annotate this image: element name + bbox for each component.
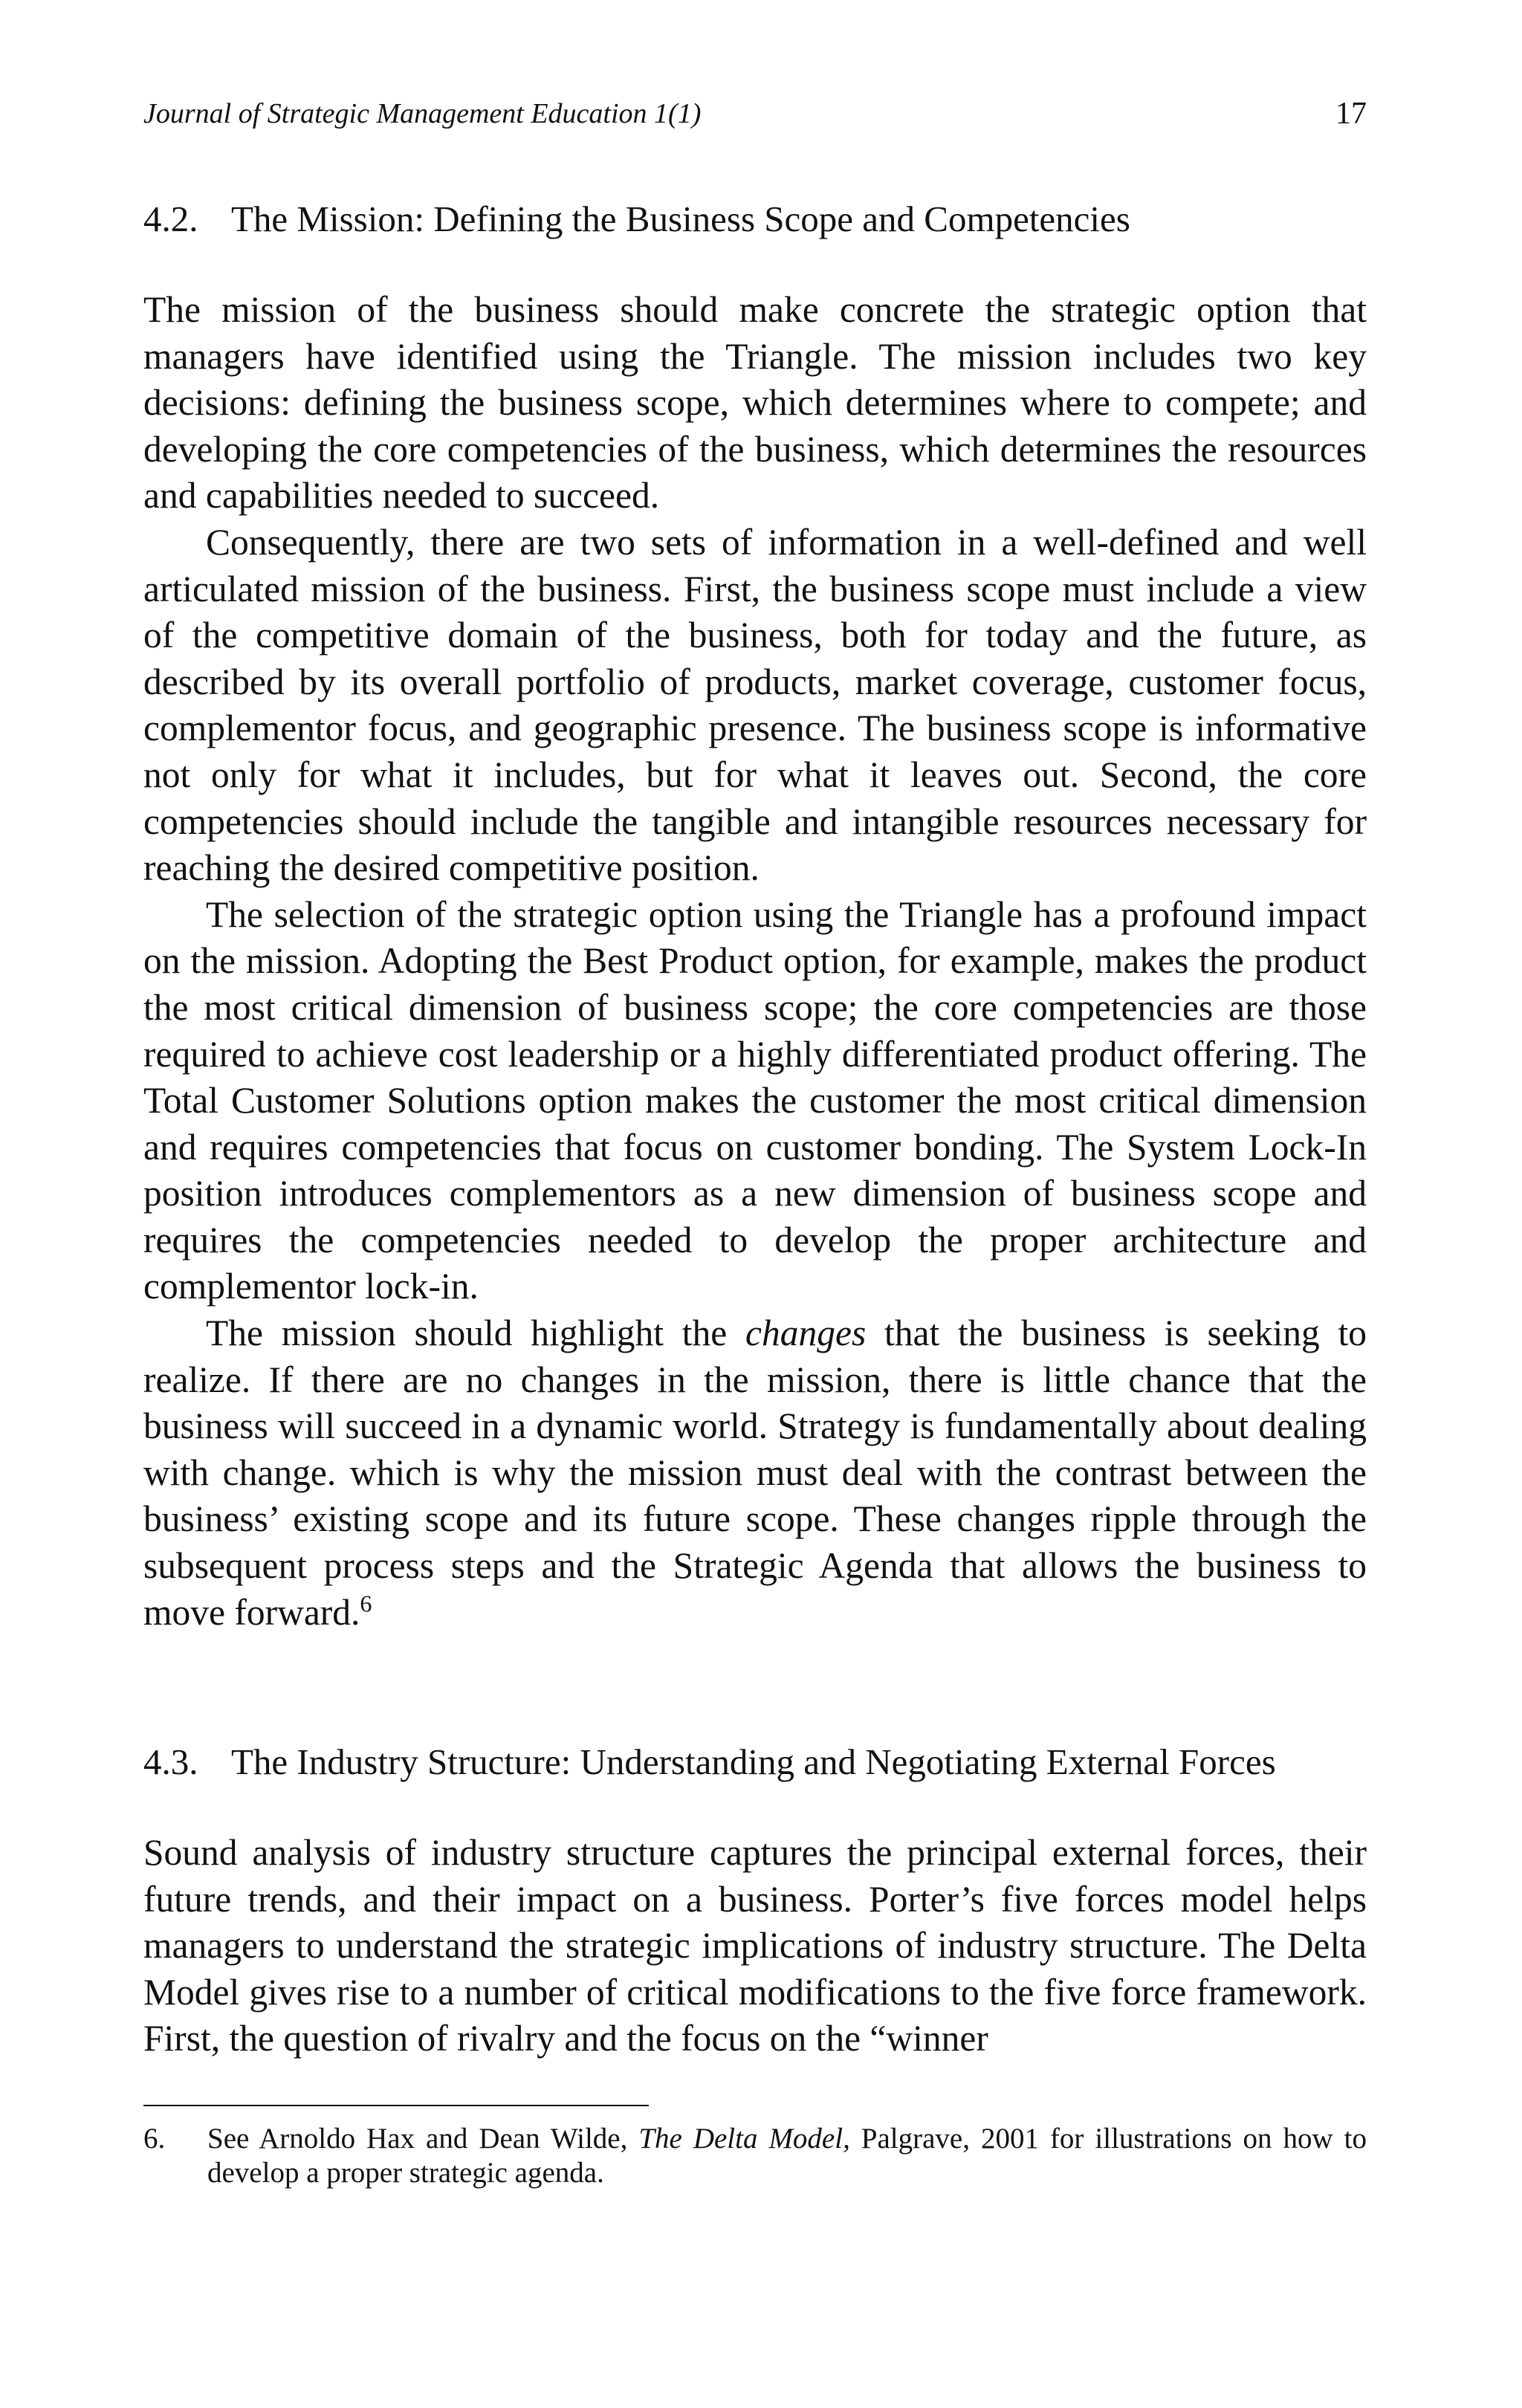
journal-title: Journal of Strategic Management Education 1(1) [143, 98, 702, 129]
footnote-text [207, 2122, 1367, 2190]
paragraph-mission-information: Consequently, there are two sets of information in a well-defined and well articulated mission of the business. First, the business scope must include a view of the competitive domain of the business, both for today and the future, as described by its overall portfolio of products, market coverage, customer focus, complementor focus, and geographic presence. The business scope is informative not only for what it includes, but for what it leaves out. Second, the core competencies should include the tangible and intangible resources necessary for reaching the desired competitive position. [143, 521, 1367, 889]
paragraph-text: The mission should highlight the [206, 1313, 746, 1354]
footnote-number: 6. [143, 2123, 166, 2155]
paragraph-industry-structure: Sound analysis of industry structure captures the principal external forces, their future trends, and their impact on a business. Porter’s five forces model helps managers to understand the strategic implications of industry structure. The Delta Model gives rise to a number of critical modifications to the five force framework. First, the question of rivalry and the focus on the “winner [143, 1832, 1367, 2059]
journal-page [143, 0, 1367, 2408]
footnote-text-part: Palgrave, 2001 for illustrations on how to develop a proper strategic agenda. [207, 2123, 1367, 2189]
footnote-book-title: The Delta Model, [638, 2123, 850, 2155]
paragraph-mission-intro: The mission of the business should make concrete the strategic option that managers have identified using the Triangle. The mission includes two key decisions: defining the business scope, which determines where to compete; and developing the core competencies of the business, which determines the resources and capabilities needed to succeed. [143, 289, 1367, 517]
paragraph-mission-triangle: The selection of the strategic option using the Triangle has a profound impact on the mission. Adopting the Best Product option, for example, makes the product the most critical dimension of business scope; the core competencies are those required to achieve cost leadership or a highly differentiated product offering. The Total Customer Solutions option makes the customer the most critical dimension and requires competencies that focus on customer bonding. The System Lock-In position introduces complementors as a new dimension of business scope and requires the competencies needed to develop the proper architecture and complementor lock-in. [143, 893, 1367, 1307]
section-title: The Mission: Defining the Business Scope and Competencies [231, 198, 1130, 239]
paragraph-mission-changes [143, 1310, 1367, 1636]
section-number: 4.3. [143, 1741, 198, 1782]
footnote-reference[interactable]: 6 [360, 1590, 372, 1617]
page-number: 17 [1335, 97, 1367, 131]
section-heading-4-2 [143, 196, 1367, 242]
section-heading-4-3 [143, 1739, 1367, 1785]
emphasis-changes: changes [745, 1313, 867, 1354]
section-title: The Industry Structure: Understanding and Negotiating External Forces [231, 1741, 1276, 1782]
running-head [143, 95, 1367, 140]
footnote-divider [143, 2105, 649, 2106]
footnote-6 [143, 2122, 1367, 2190]
footnote-text-part: See Arnoldo Hax and Dean Wilde, [207, 2123, 639, 2155]
section-body-4-2 [143, 287, 1367, 1636]
section-body-4-3 [143, 1830, 1367, 2062]
paragraph-text: that the business is seeking to realize. If there are no changes in the mission, there is little chance that the business will succeed in a dynamic world. Strategy is fundamentally about dealing with change. which is why the mission must deal with the contrast between the business’ existing scope and its future scope. These changes ripple through the subsequent process steps and the Strategic Agenda that allows the business to move forward. [143, 1313, 1367, 1633]
section-number: 4.2. [143, 198, 198, 239]
